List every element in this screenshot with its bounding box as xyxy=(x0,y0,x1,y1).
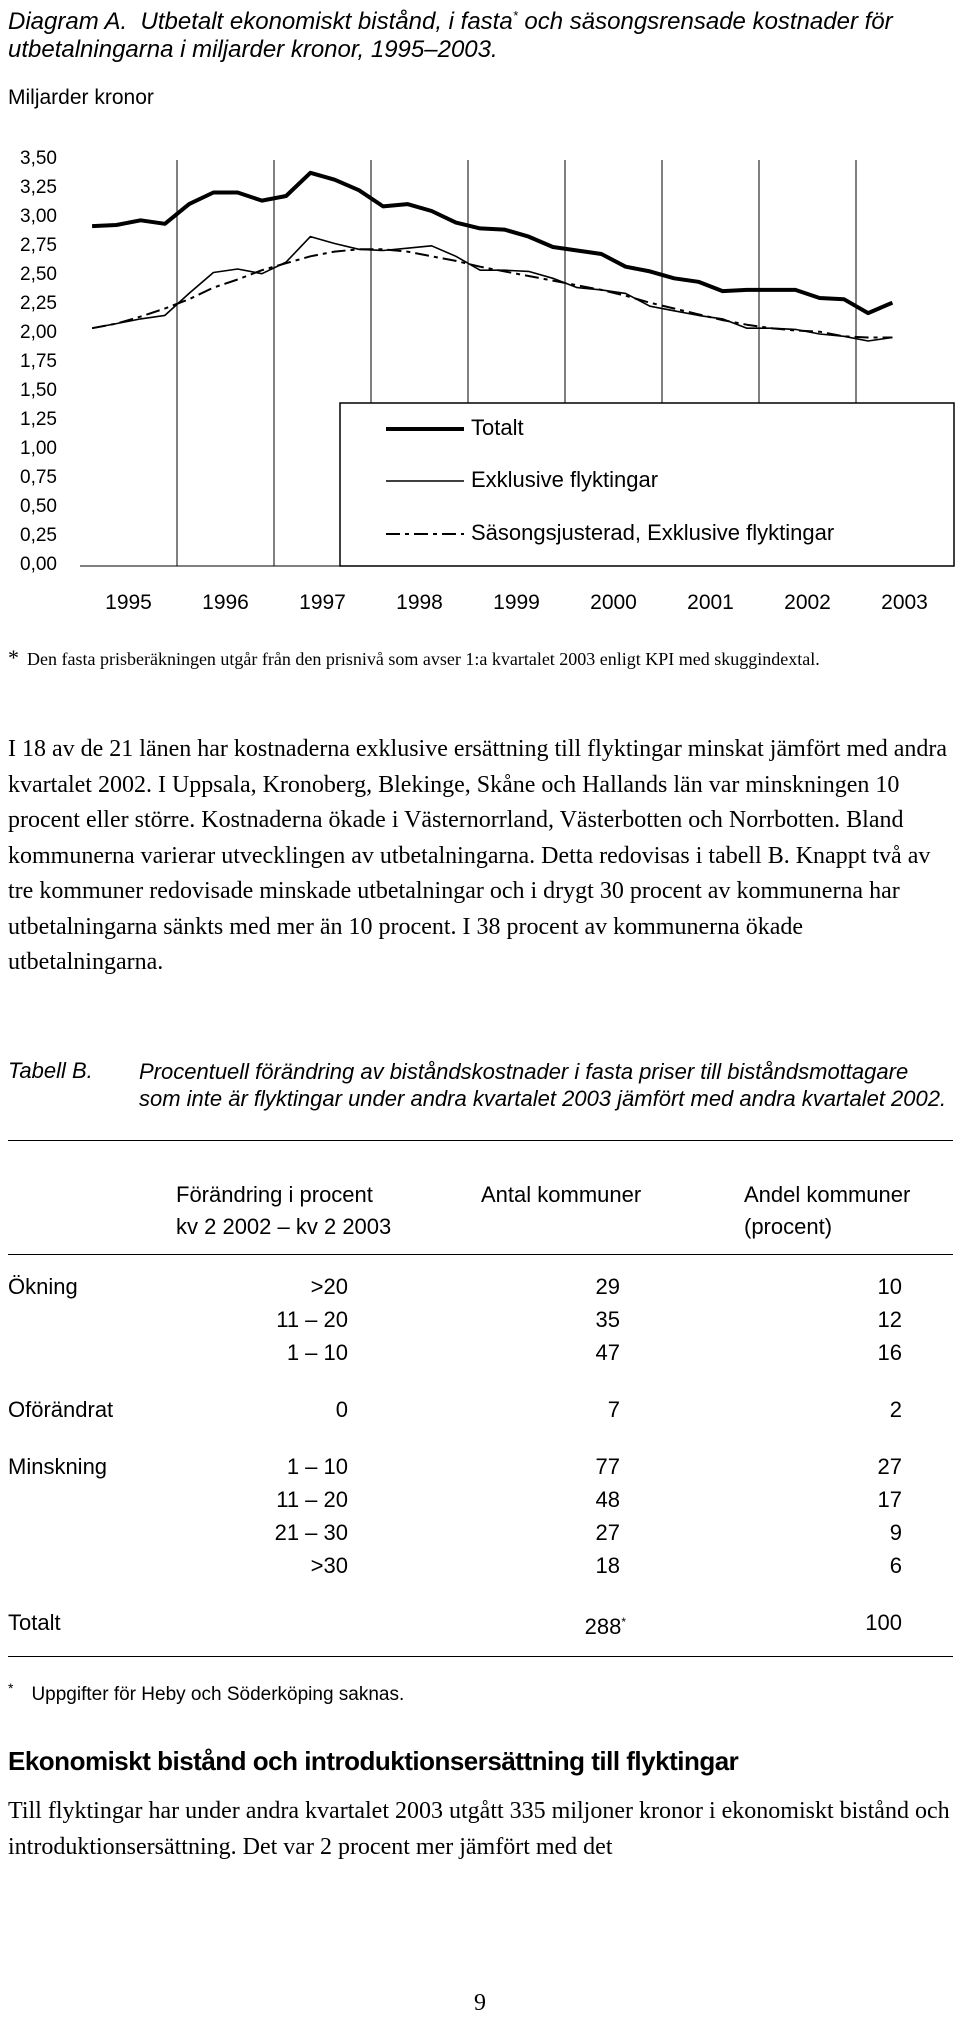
x-tick-label: 1997 xyxy=(299,591,346,614)
table-group-label: Ökning xyxy=(8,1274,78,1299)
table-cell-change: 0 xyxy=(335,1397,348,1422)
y-tick-label: 0,75 xyxy=(20,467,57,488)
legend-label-exklusive: Exklusive flyktingar xyxy=(471,467,659,492)
x-tick-label: 1995 xyxy=(105,591,152,614)
table-cell-change: 1 – 10 xyxy=(286,1454,348,1479)
y-tick-label: 3,50 xyxy=(20,148,57,169)
table-header-col1-line2: kv 2 2002 – kv 2 2003 xyxy=(176,1214,392,1239)
table-header-col2: Antal kommuner xyxy=(481,1182,642,1207)
diagram-title-part1: Utbetalt ekonomiskt bistånd, i fasta xyxy=(140,8,513,35)
table-cell-count: 77 xyxy=(595,1454,620,1479)
y-tick-label: 3,00 xyxy=(20,206,57,227)
table-header-col1-line1: Förändring i procent xyxy=(176,1182,373,1207)
y-tick-label: 0,00 xyxy=(20,554,57,575)
table-cell-percent: 12 xyxy=(877,1307,902,1332)
diagram-label: Diagram A. xyxy=(8,8,128,35)
total-count-star: * xyxy=(621,1615,626,1629)
chart-footnote-star: * xyxy=(8,645,19,670)
y-tick-label: 1,75 xyxy=(20,351,57,372)
table-cell-count: 35 xyxy=(595,1307,620,1332)
y-tick-label: 2,50 xyxy=(20,264,57,285)
table-group-label: Oförändrat xyxy=(8,1397,114,1422)
table-cell-change: 11 – 20 xyxy=(276,1307,348,1332)
table-label: Tabell B. xyxy=(8,1058,93,1083)
table-cell-count: 7 xyxy=(607,1397,620,1422)
table-footnote-text: Uppgifter för Heby och Söderköping saknas. xyxy=(31,1684,405,1706)
y-tick-label: 2,75 xyxy=(20,235,57,256)
y-tick-label: 0,50 xyxy=(20,496,57,517)
table-group-label: Minskning xyxy=(8,1454,108,1479)
y-tick-label: 1,50 xyxy=(20,380,57,401)
y-tick-label: 1,00 xyxy=(20,438,57,459)
diagram-title-part2: och säsongsrensade kostnader för utbetalningarna i miljarder kronor, 1995–2003. xyxy=(8,8,893,63)
table-total-count xyxy=(426,1606,626,1643)
table-cell-count: 29 xyxy=(595,1274,620,1299)
x-tick-label: 2003 xyxy=(881,591,928,614)
table-cell-percent: 2 xyxy=(889,1397,902,1422)
table-header-rule xyxy=(8,1254,953,1255)
table-header-col3-line1: Andel kommuner xyxy=(744,1182,911,1207)
x-tick-label: 2001 xyxy=(687,591,734,614)
body-paragraph-2: Till flyktingar har under andra kvartalet 2003 utgått 335 miljoner kronor i ekonomiskt bistånd och introduktionsersättning. Det var 2 procent mer jämfört med det xyxy=(8,1798,950,1860)
x-tick-label: 2000 xyxy=(590,591,637,614)
series-line-0 xyxy=(92,173,892,313)
x-tick-label: 1999 xyxy=(493,591,540,614)
legend-label-sasong: Säsongsjusterad, Exklusive flyktingar xyxy=(471,520,835,545)
table-title: Procentuell förändring av biståndskostnader i fasta priser till biståndsmottagare som inte är flyktingar under andra kvartalet 2003 jämfört med andra kvartalet 2002. xyxy=(139,1059,947,1111)
table-cell-change: >20 xyxy=(310,1274,348,1299)
table-cell-change: 11 – 20 xyxy=(276,1487,348,1512)
table-cell-change: 21 – 30 xyxy=(274,1520,348,1545)
table-cell-percent: 10 xyxy=(877,1274,902,1299)
table-cell-percent: 16 xyxy=(877,1340,902,1365)
section-heading: Ekonomiskt bistånd och introduktionsersättning till flyktingar xyxy=(8,1746,739,1776)
diagram-title-star: * xyxy=(512,8,518,23)
chart-footnote-text: Den fasta prisberäkningen utgår från den prisnivå som avser 1:a kvartalet 2003 enligt KPI med skuggindextal. xyxy=(27,649,820,669)
table-footnote xyxy=(8,1680,404,1706)
table-cell-change: 1 – 10 xyxy=(286,1340,348,1365)
y-tick-label: 1,25 xyxy=(20,409,57,430)
x-tick-label: 2002 xyxy=(784,591,831,614)
y-tick-label: 0,25 xyxy=(20,525,57,546)
y-tick-label: 2,00 xyxy=(20,322,57,343)
page-number: 9 xyxy=(474,1990,486,2016)
total-count-value: 288 xyxy=(584,1614,622,1640)
table-cell-change: >30 xyxy=(310,1553,348,1578)
table-cell-percent: 9 xyxy=(889,1520,902,1545)
table-top-rule xyxy=(8,1140,953,1141)
table-footnote-star: * xyxy=(8,1680,14,1696)
chart-footnote xyxy=(8,645,953,672)
x-tick-label: 1998 xyxy=(396,591,443,614)
table-cell-percent: 6 xyxy=(889,1553,902,1578)
table-cell-percent: 27 xyxy=(877,1454,902,1479)
table-bottom-rule xyxy=(8,1656,953,1657)
table-cell-count: 18 xyxy=(595,1553,620,1578)
chart-series xyxy=(92,173,892,341)
table-cell-count: 47 xyxy=(595,1340,620,1365)
x-tick-label: 1996 xyxy=(202,591,249,614)
body-paragraph-1: I 18 av de 21 länen har kostnaderna exklusive ersättning till flyktingar minskat jämfört med andra kvartalet 2002. I Uppsala, Kronoberg, Blekinge, Skåne och Hallands län var minskningen 10 procent eller större. Kostnaderna ökade i Västernorrland, Västerbotten och Norrbotten. Bland kommunerna varierar utvecklingen av utbetalningarna. Detta redovisas i tabell B. Knappt två av tre kommuner redovisade minskade utbetalningar och i drygt 30 procent av kommunerna har utbetalningarna sänkts med mer än 10 procent. I 38 procent av kommunerna ökade utbetalningarna. xyxy=(8,736,948,975)
table-total-percent: 100 xyxy=(865,1610,902,1635)
y-tick-label: 2,25 xyxy=(20,293,57,314)
y-axis-label: Miljarder kronor xyxy=(8,86,154,109)
table-header-col3-line2: (procent) xyxy=(744,1214,833,1239)
table-total-label: Totalt xyxy=(8,1610,61,1635)
y-tick-label: 3,25 xyxy=(20,177,57,198)
legend-label-totalt: Totalt xyxy=(471,415,524,440)
table-cell-percent: 17 xyxy=(877,1487,902,1512)
series-line-2 xyxy=(92,249,892,337)
table-cell-count: 27 xyxy=(595,1520,620,1545)
table-cell-count: 48 xyxy=(595,1487,620,1512)
